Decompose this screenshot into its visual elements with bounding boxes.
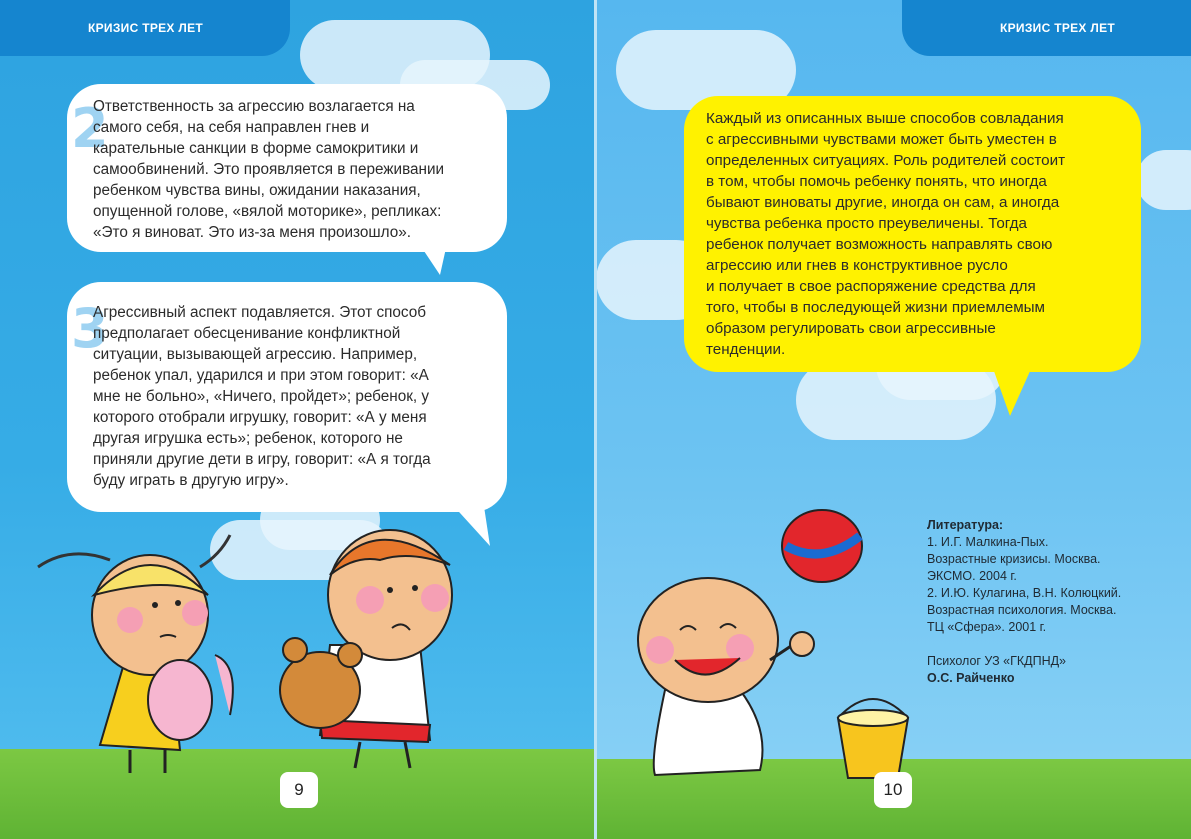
text-line: мне не больно», «Ничего, пройдет»; ребенок, у — [93, 388, 430, 405]
speech-bubble-yellow — [684, 96, 1141, 372]
bubble-text — [706, 108, 1121, 360]
header-tab-left — [0, 0, 290, 56]
literature-line: Возрастные кризисы. Москва. — [927, 552, 1101, 566]
literature-line: 2. И.Ю. Кулагина, В.Н. Колюцкий. — [927, 586, 1122, 600]
text-line: предполагает обесценивание конфликтной — [93, 325, 401, 342]
text-line: агрессию или гнев в конструктивное русло — [706, 257, 1008, 274]
girl-with-bunny-illustration — [30, 515, 270, 780]
text-line: тенденции. — [706, 341, 786, 358]
text-line: с агрессивными чувствами может быть уместен в — [706, 131, 1057, 148]
text-line: и получает в свое распоряжение средства для — [706, 278, 1036, 295]
item-number: 3 — [71, 297, 109, 360]
text-line: самообвинений. Это проявляется в переживании — [93, 161, 445, 178]
text-line: другая игрушка есть»; ребенок, которого не — [93, 430, 403, 447]
text-line: Каждый из описанных выше способов совладания — [706, 110, 1064, 127]
text-line: опущенной голове, «вялой моторике», репликах: — [93, 203, 442, 220]
bubble-text — [93, 302, 487, 491]
literature-line: ЭКСМО. 2004 г. — [927, 569, 1017, 583]
page-number: 9 — [280, 772, 318, 808]
literature-title: Литература: — [927, 518, 1004, 532]
text-line: ребенком чувства вины, ожидании наказания, — [93, 182, 421, 199]
text-line: ребенок получает возможность направлять свою — [706, 236, 1053, 253]
text-line: самого себя, на себя направлен гнев и — [93, 119, 370, 136]
book-spine — [594, 0, 597, 839]
text-line: чувства ребенка просто преувеличены. Тогда — [706, 215, 1027, 232]
item-number: 2 — [71, 97, 109, 160]
text-line: того, чтобы в последующей жизни приемлемым — [706, 299, 1045, 316]
bubble-text — [93, 96, 487, 243]
text-line: ситуации, вызывающей агрессию. Например, — [93, 346, 418, 363]
text-line: образом регулировать свои агрессивные — [706, 320, 996, 337]
literature-line: ТЦ «Сфера». 2001 г. — [927, 620, 1047, 634]
text-line: «Это я виноват. Это из-за меня произошло». — [93, 224, 412, 241]
literature-block — [927, 517, 1127, 687]
literature-line: Возрастная психология. Москва. — [927, 603, 1117, 617]
text-line: карательные санкции в форме самокритики и — [93, 140, 419, 157]
literature-line: 1. И.Г. Малкина-Пых. — [927, 535, 1049, 549]
section-title: КРИЗИС ТРЕХ ЛЕТ — [1000, 21, 1116, 35]
text-line: бывают виноваты другие, иногда он сам, а иногда — [706, 194, 1060, 211]
text-line: которого отобрали игрушку, говорит: «А у меня — [93, 409, 427, 426]
cloud — [1136, 150, 1191, 210]
section-title: КРИЗИС ТРЕХ ЛЕТ — [88, 21, 204, 35]
text-line: Агрессивный аспект подавляется. Этот способ — [93, 304, 426, 321]
speech-bubble-3 — [67, 282, 507, 512]
text-line: в том, чтобы помочь ребенку понять, что иногда — [706, 173, 1047, 190]
speech-bubble-2 — [67, 84, 507, 252]
author-name: О.С. Райченко — [927, 671, 1015, 685]
text-line: приняли другие дети в игру, говорит: «А я тогда — [93, 451, 431, 468]
bucket-icon — [828, 690, 918, 785]
text-line: буду играть в другую игру». — [93, 472, 289, 489]
text-line: ребенок упал, ударился и при этом говорит: «А — [93, 367, 429, 384]
header-tab-right — [902, 0, 1191, 56]
baby-waving-illustration — [620, 560, 820, 785]
author-role: Психолог УЗ «ГКДПНД» — [927, 654, 1067, 668]
page-number: 10 — [874, 772, 912, 808]
text-line: Ответственность за агрессию возлагается на — [93, 98, 415, 115]
text-line: определенных ситуациях. Роль родителей состоит — [706, 152, 1066, 169]
boy-with-teddy-bear-illustration — [260, 520, 470, 775]
